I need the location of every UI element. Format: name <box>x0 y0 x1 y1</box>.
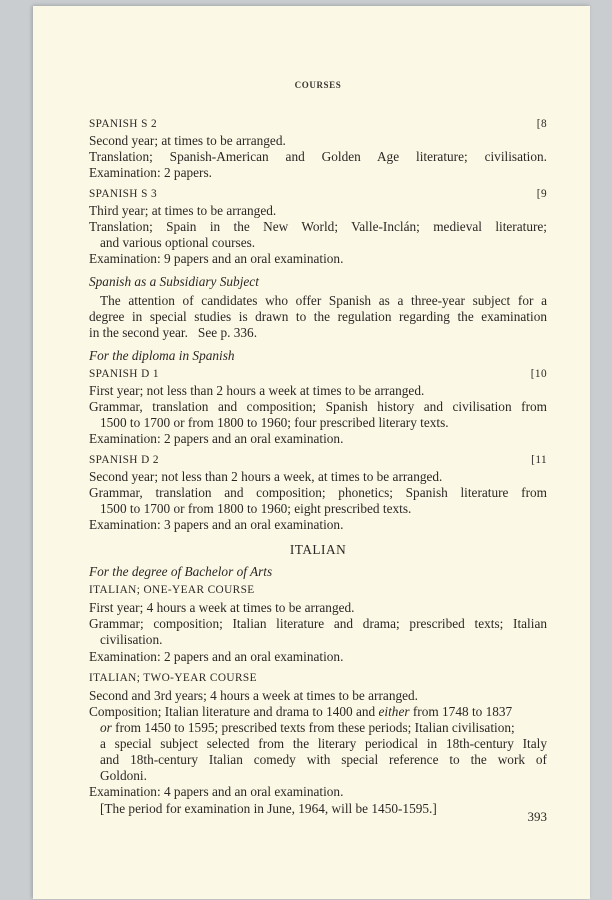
document-page <box>33 6 590 899</box>
text-run: from 1748 to 1837 <box>409 704 513 719</box>
running-head: COURSES <box>294 80 342 90</box>
subsection-heading-subsidiary: Spanish as a Subsidiary Subject <box>89 274 259 289</box>
course-line: First year; 4 hours a week at times to be arranged. <box>89 600 355 615</box>
course-line: Goldoni. <box>100 768 147 783</box>
course-heading-spanish-s2 <box>89 116 547 132</box>
course-line: Translation; Spanish-American and Golden Age literature; civilisation. <box>89 149 547 164</box>
course-code: SPANISH D 1 <box>89 368 159 380</box>
text-run-italic: or <box>100 720 112 735</box>
course-ref-number: [8 <box>536 118 547 130</box>
course-heading-spanish-d2 <box>89 452 547 468</box>
section-title-italian: ITALIAN <box>289 542 347 557</box>
course-line: and various optional courses. <box>100 235 256 250</box>
course-note: [The period for examination in June, 1964, will be 1450-1595.] <box>100 801 437 816</box>
text-run-italic: either <box>378 704 410 719</box>
text-run: Composition; Italian literature and drama to 1400 and <box>89 704 379 719</box>
course-heading-italian-one-year: ITALIAN; ONE-YEAR COURSE <box>89 584 255 596</box>
course-line: Examination: 9 papers and an oral examination. <box>89 251 344 266</box>
course-line: Translation; Spain in the New World; Valle-Inclán; medieval literature; <box>89 219 547 234</box>
course-line: 1500 to 1700 or from 1800 to 1960; four prescribed literary texts. <box>100 415 449 430</box>
paragraph-line: The attention of candidates who offer Spanish as a three-year subject for a <box>100 293 547 308</box>
course-line: Examination: 2 papers. <box>89 165 212 180</box>
course-heading-spanish-d1 <box>89 366 547 382</box>
subsection-heading-diploma: For the diploma in Spanish <box>89 348 235 363</box>
course-line: Examination: 2 papers and an oral examination. <box>89 431 344 446</box>
course-line: Examination: 2 papers and an oral examination. <box>89 649 344 664</box>
course-line: Grammar; composition; Italian literature and drama; prescribed texts; Italian <box>89 616 547 631</box>
paragraph-line: in the second year. See p. 336. <box>89 325 258 340</box>
course-code: SPANISH S 3 <box>89 188 158 200</box>
subsection-heading-bachelor: For the degree of Bachelor of Arts <box>89 564 273 579</box>
course-line: Second and 3rd years; 4 hours a week at times to be arranged. <box>89 688 418 703</box>
course-line: Examination: 3 papers and an oral examination. <box>89 517 344 532</box>
course-ref-number: [10 <box>530 368 547 380</box>
course-ref-number: [11 <box>531 454 547 466</box>
course-line: Grammar, translation and composition; phonetics; Spanish literature from <box>89 485 547 500</box>
course-line: Second year; at times to be arranged. <box>89 133 286 148</box>
course-line: Second year; not less than 2 hours a week, at times to be arranged. <box>89 469 443 484</box>
course-heading-italian-two-year: ITALIAN; TWO-YEAR COURSE <box>89 672 257 684</box>
course-code: SPANISH S 2 <box>89 118 158 130</box>
text-run: from 1450 to 1595; prescribed texts from these periods; Italian civilisation; <box>111 720 515 735</box>
course-heading-spanish-s3 <box>89 186 547 202</box>
course-line <box>89 720 547 736</box>
course-line: First year; not less than 2 hours a week at times to be arranged. <box>89 383 425 398</box>
page-number: 393 <box>527 809 547 824</box>
course-line: Grammar, translation and composition; Spanish history and civilisation from <box>89 399 547 414</box>
paragraph-line: degree in special studies is drawn to the regulation regarding the examination <box>89 309 547 324</box>
course-line: Examination: 4 papers and an oral examination. <box>89 784 344 799</box>
course-line: a special subject selected from the literary periodical in 18th-century Italy <box>100 736 547 751</box>
course-code: SPANISH D 2 <box>89 454 159 466</box>
course-line: 1500 to 1700 or from 1800 to 1960; eight prescribed texts. <box>100 501 412 516</box>
course-ref-number: [9 <box>536 188 547 200</box>
course-line: Third year; at times to be arranged. <box>89 203 277 218</box>
course-line: and 18th-century Italian comedy with special reference to the work of <box>100 752 547 767</box>
course-line: civilisation. <box>100 632 163 647</box>
course-line <box>89 704 547 720</box>
